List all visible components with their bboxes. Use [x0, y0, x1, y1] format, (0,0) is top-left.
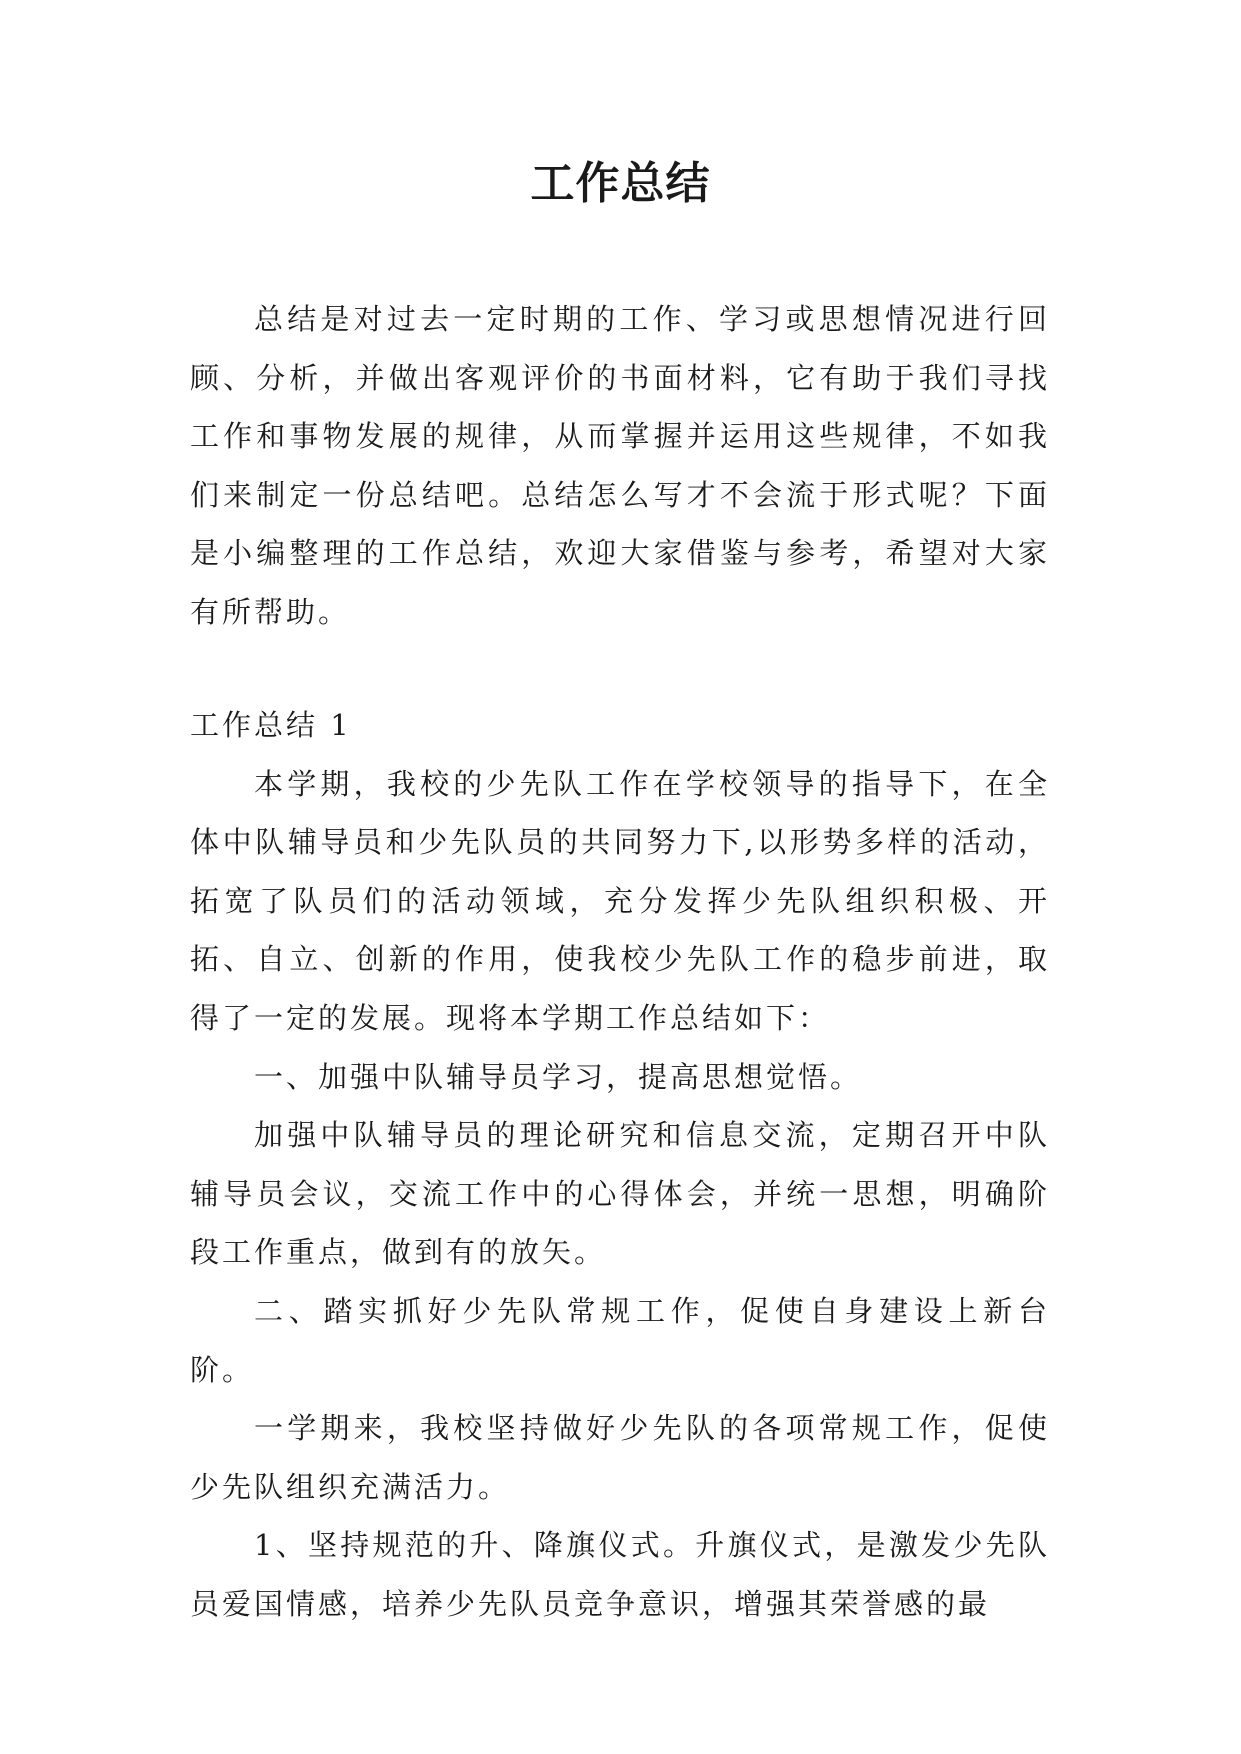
body-paragraph: 本学期，我校的少先队工作在学校领导的指导下，在全体中队辅导员和少先队员的共同努力下,以形势多样的活动，拓宽了队员们的活动领域，充分发挥少先队组织积极、开拓、自立、创新的作用，使我校少先队工作的稳步前进，取得了一定的发展。现将本学期工作总结如下： — [190, 766, 1050, 1035]
intro-block — [190, 290, 1050, 642]
body-paragraph: 一学期来，我校坚持做好少先队的各项常规工作，促使少先队组织充满活力。 — [190, 1411, 1050, 1504]
document-title: 工作总结 — [530, 158, 711, 209]
body-paragraph: 二、踏实抓好少先队常规工作，促使自身建设上新台阶。 — [190, 1293, 1050, 1387]
body-paragraph: 加强中队辅导员的理论研究和信息交流，定期召开中队辅导员会议，交流工作中的心得体会，并统一思想，明确阶段工作重点，做到有的放矢。 — [190, 1118, 1050, 1270]
section-block — [190, 696, 1050, 1634]
body-paragraph: 1、坚持规范的升、降旗仪式。升旗仪式，是激发少先队员爱国情感，培养少先队员竞争意识，增强其荣誉感的最 — [190, 1528, 1050, 1621]
intro-paragraph: 总结是对过去一定时期的工作、学习或思想情况进行回顾、分析，并做出客观评价的书面材料，它有助于我们寻找工作和事物发展的规律，从而掌握并运用这些规律，不如我们来制定一份总结吧。总结怎么写才不会流于形式呢？下面是小编整理的工作总结，欢迎大家借鉴与参考，希望对大家有所帮助。 — [190, 302, 1050, 629]
section-heading: 工作总结 1 — [190, 708, 352, 742]
body-paragraph: 一、加强中队辅导员学习，提高思想觉悟。 — [254, 1059, 863, 1094]
